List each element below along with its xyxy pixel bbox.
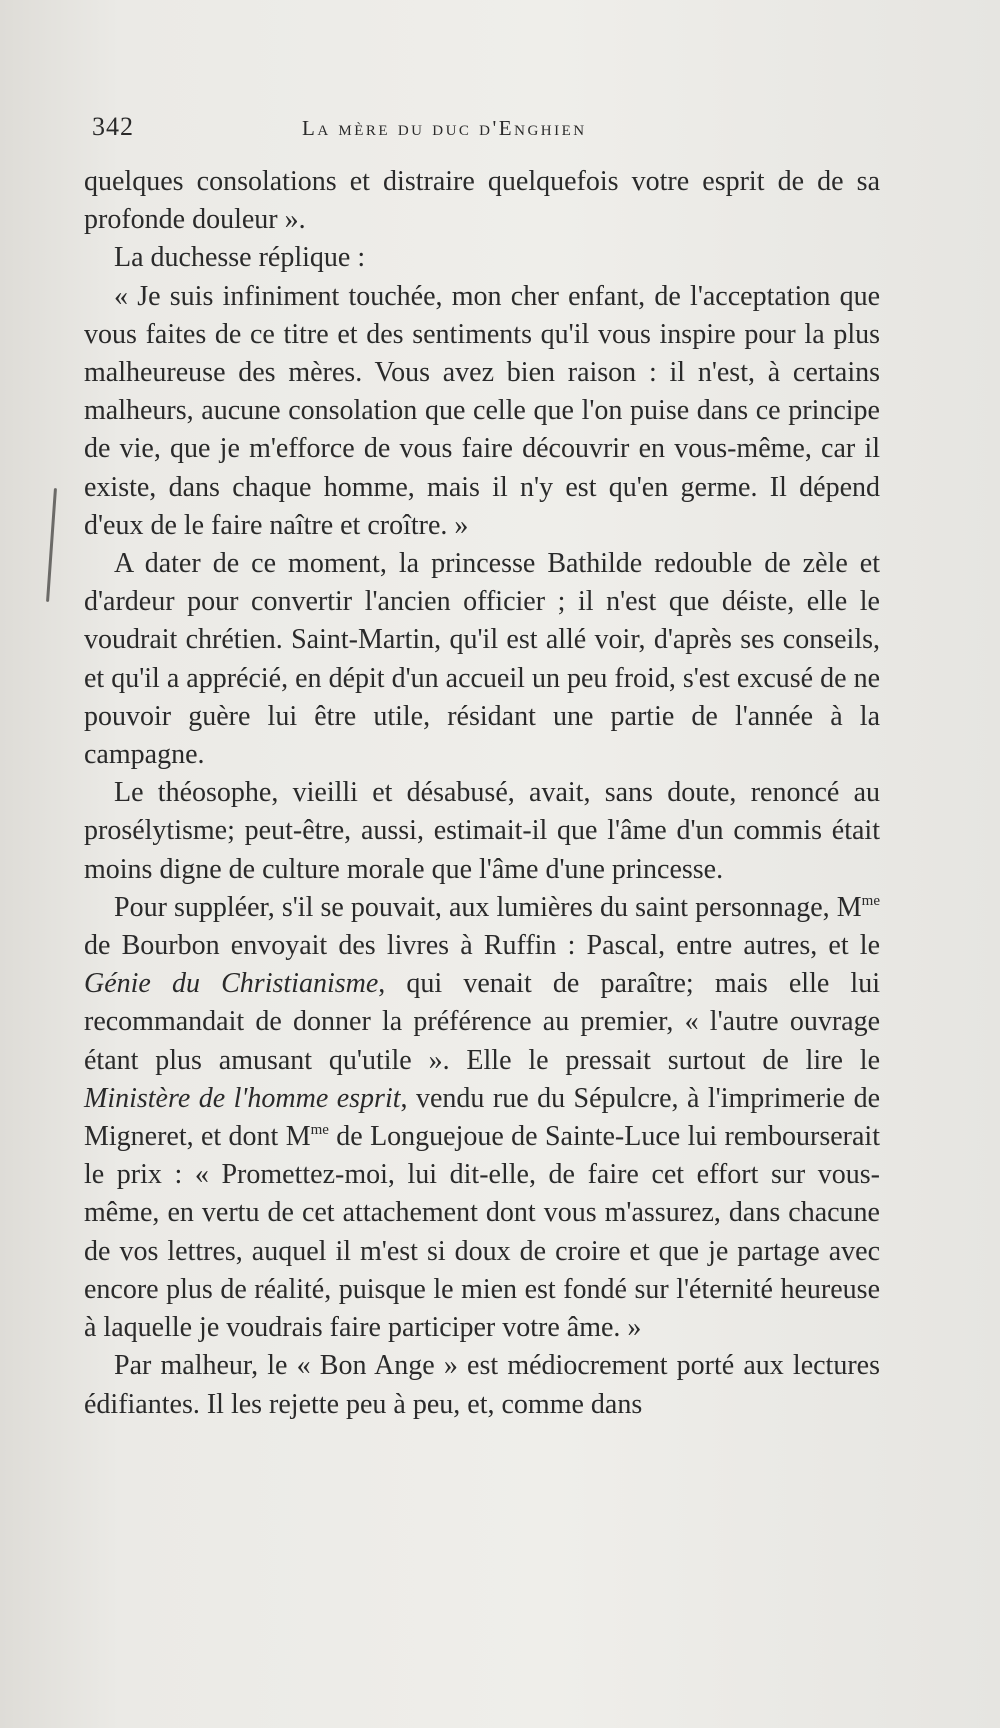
- running-title: La mère du duc d'Enghien: [302, 116, 587, 140]
- paragraph-3: « Je suis infiniment touchée, mon cher enfant, de l'acceptation que vous faites de ce titre et des sentiments qu'il vous inspire pour la plus malheureuse des mères. Vous avez bien raison : il n'est, à certains malheurs, aucune consolation que celle que l'on puise dans ce principe de vie, que je m'efforce de vous faire découvrir en vous-même, car il existe, dans chaque homme, mais il n'y est qu'en germe. Il dépend d'eux de le faire naître et croître. »: [84, 280, 880, 541]
- paragraph-1: quelques consolations et distraire quelquefois votre esprit de de sa profonde douleur ».: [84, 166, 880, 236]
- margin-pencil-mark: [46, 488, 57, 602]
- madame-superscript: me: [310, 1122, 329, 1139]
- book-title-ministere: Ministère de l'homme esprit: [84, 1082, 401, 1114]
- book-title-genie: Génie du Christianisme: [84, 968, 379, 1000]
- paragraph-6-part-2: de Bourbon envoyait des livres à Ruffin : Pascal, entre autres, et le: [84, 930, 880, 962]
- page-number: 342: [92, 112, 134, 141]
- paragraph-2: La duchesse réplique :: [114, 242, 366, 274]
- paragraph-7: Par malheur, le « Bon Ange » est médiocrement porté aux lectures édifiantes. Il les rejette peu à peu, et, comme dans: [84, 1350, 880, 1420]
- paragraph-6-part-1: Pour suppléer, s'il se pouvait, aux lumières du saint personnage, M: [114, 891, 862, 923]
- paragraph-6-part-5: de Longuejoue de Sainte-Luce lui rembourserait le prix : « Promettez-moi, lui dit-elle, de faire cet effort sur vous-même, en vertu de cet attachement dont vous m'assurez, dans chacune de vos lettres, auquel il m'est si doux de croire et que je partage avec encore plus de réalité, puisque le mien est fondé sur l'éternité heureuse à laquelle je voudrais faire participer votre âme. »: [84, 1121, 880, 1344]
- paragraph-6: [84, 889, 880, 1347]
- body-text: [84, 163, 880, 1424]
- paragraph-6-part-4: , vendu rue du Sépulcre, à l'imprimerie de Migneret, et dont M: [84, 1082, 880, 1153]
- paragraph-5: Le théosophe, vieilli et désabusé, avait, sans doute, renoncé au prosélytisme; peut-être, aussi, estimait-il que l'âme d'un commis était moins digne de culture morale que l'âme d'une princesse.: [84, 777, 880, 885]
- paragraph-6-part-3: , qui venait de paraître; mais elle lui recommandait de donner la préférence au premier, « l'autre ouvrage étant plus amusant qu'utile ». Elle le pressait surtout de lire le: [84, 968, 880, 1076]
- paragraph-4: A dater de ce moment, la princesse Bathilde redouble de zèle et d'ardeur pour convertir l'ancien officier ; il n'est que déiste, elle le voudrait chrétien. Saint-Martin, qu'il est allé voir, d'après ses conseils, et qu'il a apprécié, en dépit d'un accueil un peu froid, s'est excusé de ne pouvoir guère lui être utile, résidant une partie de l'année à la campagne.: [84, 548, 880, 771]
- madame-superscript: me: [861, 892, 880, 909]
- running-head: [92, 112, 882, 148]
